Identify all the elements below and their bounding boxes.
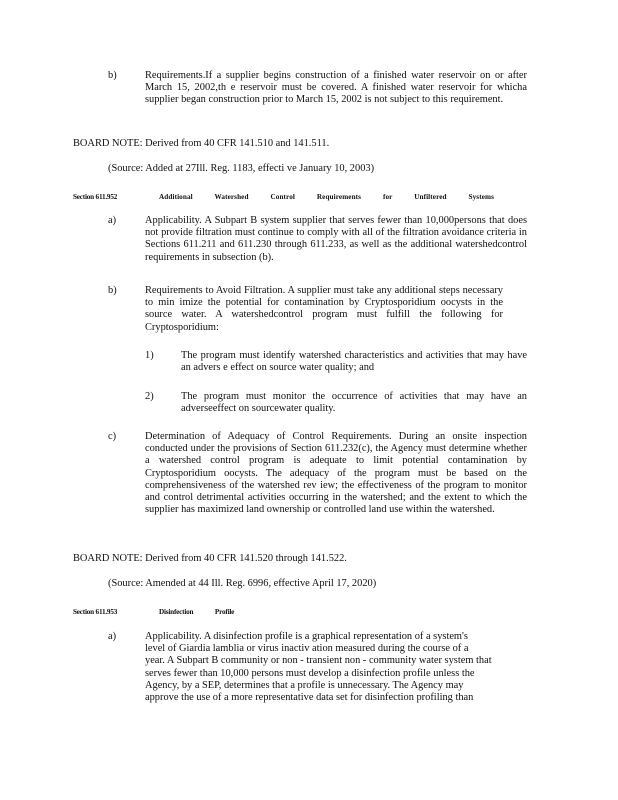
reservoir-requirements-paragraph: Requirements.If a supplier begins construction of a finished water reservoir on or after March 15, 2002,th e reservoir must be covered. A finished water reservoir for whicha supplier began construction prior to March 15, 2002 is not subject to this requirement. bbox=[145, 70, 527, 106]
adequacy-determination-paragraph: Determination of Adequacy of Control Requirements. During an onsite inspection conducted under the provisions of Section 611.232(c), the Agency must determine whether a watershed control program is adequate to limit potential contamination by Cryptosporidium oocysts. The adequacy of the program must be based on the comprehensiveness of the watershed rev iew; the effectiveness of the program to monitor and control detrimental activities occurring in the watershed; and the extent to which the supplier has maximized land ownership or controlled land use within the watershed. bbox=[145, 431, 527, 516]
subitem-label-1: 1) bbox=[145, 350, 154, 361]
filtration-requirements-paragraph: Requirements to Avoid Filtration. A supplier must take any additional steps necessary to min imize the potential for contamination by Cryptosporidium oocysts in the source water. A watershedcontrol program must fulfill the following for Cryptosporidium: bbox=[145, 285, 503, 333]
board-note: BOARD NOTE: Derived from 40 CFR 141.510 and 141.511. bbox=[73, 138, 330, 149]
source-note: (Source: Added at 27Ill. Reg. 1183, effecti ve January 10, 2003) bbox=[108, 163, 375, 174]
section-title: Disinfection Profile bbox=[159, 608, 235, 616]
source-note: (Source: Amended at 44 Ill. Reg. 6996, effective April 17, 2020) bbox=[108, 578, 377, 589]
text-line: year. A Subpart B community or non - transient non - community water system that bbox=[145, 655, 492, 667]
board-note: BOARD NOTE: Derived from 40 CFR 141.520 through 141.522. bbox=[73, 553, 347, 564]
subitem-paragraph: The program must identify watershed characteristics and activities that may have an advers e effect on source water quality; and bbox=[181, 350, 527, 374]
subitem-label-2: 2) bbox=[145, 391, 154, 402]
text-line: serves fewer than 10,000 persons must develop a disinfection profile unless the bbox=[145, 667, 475, 679]
text-line: Agency, by a SEP, determines that a profile is unnecessary. The Agency may bbox=[145, 679, 464, 691]
text-line: approve the use of a more representative data set for disinfection profiling than bbox=[145, 692, 474, 703]
text-line: level of Giardia lamblia or virus inactiv ation measured during the course of a bbox=[145, 643, 469, 655]
item-label-c: c) bbox=[108, 431, 117, 442]
text-line: Applicability. A disinfection profile is a graphical representation of a system's bbox=[145, 631, 468, 642]
applicability-paragraph: Applicability. A Subpart B system supplier that serves fewer than 10,000persons that does not provide filtration must continue to comply with all of the filtration avoidance criteria in Sections 611.211 and 611.230 through 611.233, as well as the additional watershedcontrol requirements in subsection (b). bbox=[145, 215, 527, 263]
item-label-a: a) bbox=[108, 631, 117, 642]
section-number: Section 611.953 bbox=[73, 608, 118, 616]
item-label-b: b) bbox=[108, 285, 117, 296]
subitem-paragraph: The program must monitor the occurrence of activities that may have an adverseeffect on sourcewater quality. bbox=[181, 391, 527, 415]
item-label-a: a) bbox=[108, 215, 117, 226]
item-label-b: b) bbox=[108, 70, 117, 81]
section-number: Section 611.952 bbox=[73, 193, 118, 201]
section-title: Additional Watershed Control Requirements for Unfiltered Systems bbox=[159, 193, 494, 201]
